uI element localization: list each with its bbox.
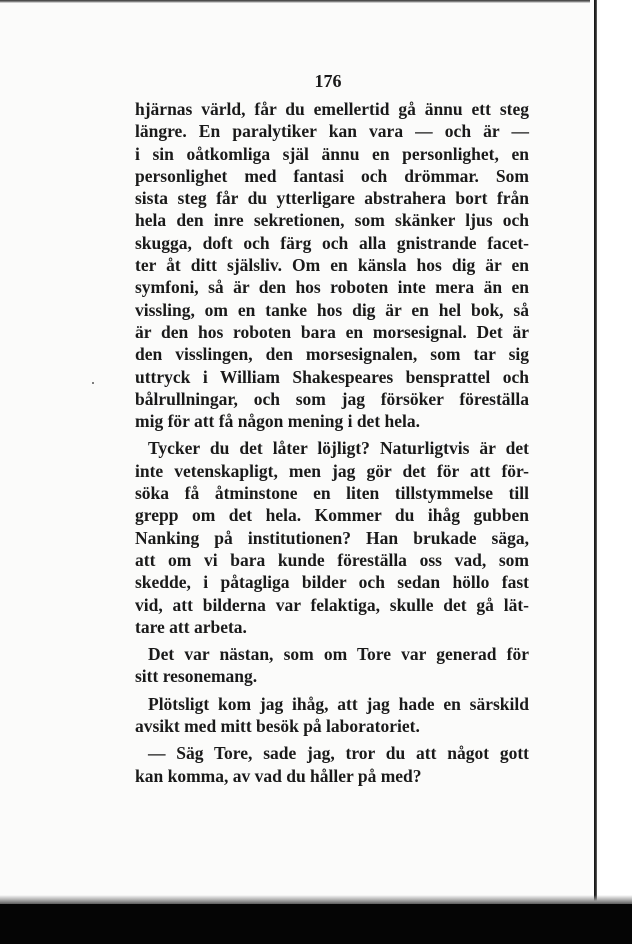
text-line: inte vetenskapligt, men jag gör det för att för- — [135, 460, 529, 481]
page-right-edge — [594, 0, 597, 905]
text-line: — Säg Tore, sade jag, tror du att något gott — [148, 743, 529, 764]
text-line: sista steg får du ytterligare abstrahera bort från — [135, 188, 529, 209]
text-line: symfoni, så är den hos roboten inte mera än en — [135, 277, 529, 298]
text-line: tare att arbeta. — [135, 616, 247, 637]
text-line: avsikt med mitt besök på laboratoriet. — [135, 716, 420, 737]
text-line: mig för att få någon mening i det hela. — [135, 411, 421, 432]
text-line: skugga, doft och färg och alla gnistrande facet- — [135, 232, 529, 253]
text-line: är den hos roboten bara en morsesignal. Det är — [135, 321, 529, 342]
text-line: Tycker du det låter löjligt? Naturligtvis är det — [148, 438, 529, 459]
body-text — [135, 98, 529, 787]
paragraph — [135, 693, 529, 738]
text-line: vid, att bilderna var felaktiga, skulle det gå lät- — [135, 594, 529, 615]
paragraph — [135, 98, 529, 432]
print-speck — [92, 382, 94, 384]
text-line: ter åt ditt själsliv. Om en känsla hos dig är en — [135, 255, 529, 276]
text-line: bålrullningar, och som jag försöker föreställa — [135, 388, 529, 409]
text-line: söka få åtminstone en liten tillstymmelse till — [135, 483, 529, 504]
text-line: grepp om det hela. Kommer du ihåg gubben — [135, 505, 529, 526]
text-line: vissling, om en tanke hos dig är en hel bok, så — [135, 299, 529, 320]
text-line: längre. En paralytiker kan vara — och är — — [135, 121, 529, 142]
text-line: Plötsligt kom jag ihåg, att jag hade en särskild — [148, 693, 529, 714]
text-line: uttryck i William Shakespeares bensprattel och — [135, 366, 529, 387]
text-line: Det var nästan, som om Tore var generad för — [148, 644, 529, 665]
paragraph — [135, 643, 529, 688]
text-line: Nanking på institutionen? Han brukade säga, — [135, 527, 529, 548]
text-line: personlighet med fantasi och drömmar. Som — [135, 165, 529, 186]
text-line: i sin oåtkomliga själ ännu en personlighet, en — [135, 143, 529, 164]
text-line: hela den inre sekretionen, som skänker ljus och — [135, 210, 529, 231]
text-line: att om vi bara kunde föreställa oss vad, som — [135, 549, 529, 570]
text-line: sitt resonemang. — [135, 666, 258, 687]
text-line: skedde, i påtagliga bilder och sedan höllo fast — [135, 572, 529, 593]
page-top-edge — [0, 0, 632, 3]
paragraph — [135, 742, 529, 787]
paragraph — [135, 437, 529, 638]
text-line: kan komma, av vad du håller på med? — [135, 765, 422, 786]
page-number: 176 — [314, 71, 342, 91]
text-line: den visslingen, den morsesignalen, som tar sig — [135, 344, 529, 365]
page-bottom-edge — [0, 904, 632, 944]
text-line: hjärnas värld, får du emellertid gå ännu ett steg — [135, 99, 529, 119]
